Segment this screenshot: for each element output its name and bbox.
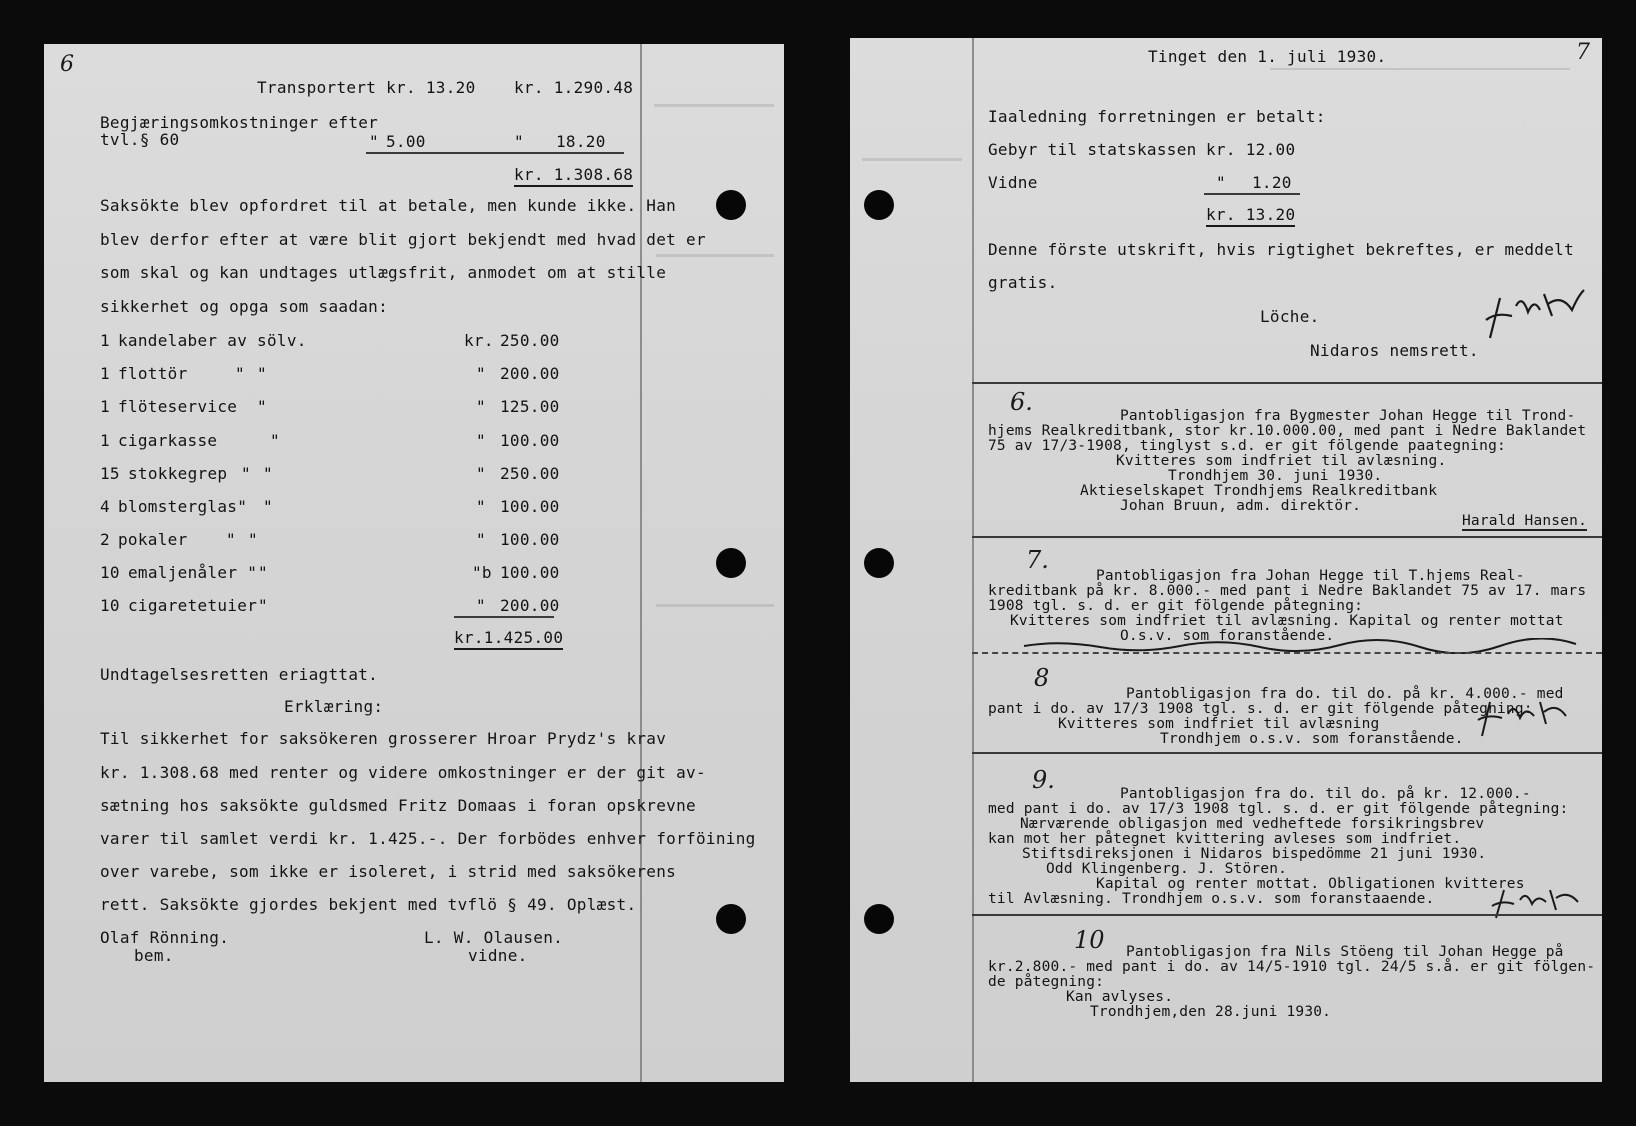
paragraph-line: rett. Saksökte gjordes bekjent med tvflö § 49. Oplæst. bbox=[100, 895, 637, 914]
entry-number: 8 bbox=[1034, 664, 1050, 692]
entry-line: Pantobligasjon fra Bygmester Johan Hegge til Trond- bbox=[1120, 408, 1576, 424]
binding-hole bbox=[716, 190, 746, 220]
signature-name: L. W. Olausen. bbox=[424, 928, 564, 947]
entry-line: Stiftsdireksjonen i Nidaros bispedömme 21 juni 1930. bbox=[1022, 846, 1487, 862]
ditto-mark: " bbox=[248, 530, 258, 549]
page-number: 7 bbox=[1576, 40, 1590, 65]
item-name: kandelaber av sölv. bbox=[118, 331, 307, 350]
entry-line: pant i do. av 17/3 1908 tgl. s. d. er git fölgende påtegning: bbox=[988, 701, 1533, 717]
item-value: 125.00 bbox=[500, 397, 560, 416]
item-qty: 1 bbox=[100, 331, 110, 350]
section-divider bbox=[972, 914, 1602, 916]
costs-label: Begjæringsomkostninger efter bbox=[100, 113, 379, 132]
left-page bbox=[44, 44, 784, 1082]
binding-hole bbox=[864, 190, 894, 220]
binding-hole bbox=[716, 548, 746, 578]
paragraph-line: Til sikkerhet for saksökeren grosserer Hroar Prydz's krav bbox=[100, 729, 667, 748]
signature-mark bbox=[1476, 694, 1576, 742]
entry-line: Harald Hansen. bbox=[1462, 513, 1588, 529]
section-divider bbox=[972, 536, 1602, 538]
item-name: stokkegrep bbox=[128, 464, 228, 483]
item-value: 100.00 bbox=[500, 497, 560, 516]
item-marker: " bbox=[476, 530, 486, 549]
item-qty: 10 bbox=[100, 596, 120, 615]
bleed-through bbox=[656, 604, 774, 607]
item-value: 250.00 bbox=[500, 464, 560, 483]
entry-line: hjems Realkreditbank, stor kr.10.000.00, med pant i Nedre Baklandet bbox=[988, 423, 1587, 439]
declaration-heading: Erklæring: bbox=[284, 697, 384, 716]
items-total: kr.1.425.00 bbox=[454, 629, 563, 650]
binding-hole bbox=[864, 548, 894, 578]
sum-rule bbox=[1204, 193, 1300, 195]
item-name: blomsterglas" bbox=[118, 497, 248, 516]
entry-line: Kvitteres som indfriet til avlæsning bbox=[1058, 716, 1380, 732]
court-name: Nidaros nemsrett. bbox=[1310, 341, 1479, 360]
section-divider bbox=[972, 382, 1602, 384]
entry-line: 75 av 17/3-1908, tinglyst s.d. er git fölgende paategning: bbox=[988, 438, 1506, 454]
bleed-through bbox=[862, 158, 962, 161]
costs-value: 18.20 bbox=[556, 132, 606, 151]
item-value: 100.00 bbox=[500, 563, 560, 582]
bleed-through bbox=[1270, 68, 1570, 70]
entry-line: Trondhjem 30. juni 1930. bbox=[1168, 468, 1383, 484]
item-value: 250.00 bbox=[500, 331, 560, 350]
paragraph-line: Saksökte blev opfordret til at betale, men kunde ikke. Han bbox=[100, 196, 677, 215]
entry-line: Nærværende obligasjon med vedheftede forsikringsbrev bbox=[1020, 816, 1485, 832]
item-marker: " bbox=[476, 431, 486, 450]
exemption-line: Undtagelsesretten eriagttat. bbox=[100, 665, 379, 684]
entry-line: Kapital og renter mottat. Obligationen kvitteres bbox=[1096, 876, 1525, 892]
paragraph-line: sikkerhet og opga som saadan: bbox=[100, 297, 389, 316]
witness-label: Vidne bbox=[988, 173, 1038, 192]
fee-label: Gebyr til statskassen bbox=[988, 140, 1197, 159]
item-name: emaljenåler " bbox=[128, 563, 258, 582]
costs-quote: " bbox=[369, 132, 379, 151]
paragraph-line: varer til samlet verdi kr. 1.425.-. Der forbödes enhver forföining bbox=[100, 829, 756, 848]
costs-value: 5.00 bbox=[386, 132, 426, 151]
item-qty: 1 bbox=[100, 431, 110, 450]
item-marker: "b bbox=[472, 563, 492, 582]
entry-line: Pantobligasjon fra Nils Stöeng til Johan Hegge på bbox=[1126, 944, 1564, 960]
ditto-mark: " bbox=[263, 464, 273, 483]
section-divider bbox=[972, 752, 1602, 754]
signature-role: bem. bbox=[134, 946, 174, 965]
item-marker: kr. bbox=[464, 331, 494, 350]
item-marker: " bbox=[476, 596, 486, 615]
entry-line: 1908 tgl. s. d. er git fölgende påtegning: bbox=[988, 598, 1364, 614]
fee-total: kr. 13.20 bbox=[1206, 206, 1295, 227]
entry-line: kreditbank på kr. 8.000.- med pant i Nedre Baklandet 75 av 17. mars bbox=[988, 583, 1587, 599]
entry-line: kan mot her påtegnet kvittering avleses som indfriet. bbox=[988, 831, 1462, 847]
entry-number: 9. bbox=[1032, 766, 1055, 794]
entry-line: Kvitteres som indfriet til avlæsning. Kapital og renter mottat bbox=[1010, 613, 1564, 629]
entry-line: Trondhjem,den 28.juni 1930. bbox=[1090, 1004, 1332, 1020]
ditto-mark: " bbox=[258, 563, 268, 582]
entry-line: Johan Bruun, adm. direktör. bbox=[1120, 498, 1362, 514]
item-value: 200.00 bbox=[500, 364, 560, 383]
bleed-through bbox=[654, 104, 774, 107]
entry-line: Pantobligasjon fra do. til do. på kr. 12.000.- bbox=[1120, 786, 1531, 802]
fee-value: kr. 12.00 bbox=[1206, 140, 1296, 159]
item-value: 100.00 bbox=[500, 530, 560, 549]
signature-mark bbox=[1482, 276, 1592, 346]
entry-line: de påtegning: bbox=[988, 974, 1105, 990]
transport-line: Transportert kr. 13.20 bbox=[257, 78, 476, 97]
item-qty: 1 bbox=[100, 364, 110, 383]
page-heading: Tinget den 1. juli 1930. bbox=[1148, 47, 1387, 66]
ditto-mark: " bbox=[235, 364, 245, 383]
paragraph-line: blev derfor efter at være blit gjort bekjendt med hvad det er bbox=[100, 230, 706, 249]
entry-line: Odd Klingenberg. J. Stören. bbox=[1046, 861, 1288, 877]
signature-name: Olaf Rönning. bbox=[100, 928, 230, 947]
signature-role: vidne. bbox=[468, 946, 528, 965]
item-qty: 2 bbox=[100, 530, 110, 549]
entry-number: 7. bbox=[1026, 546, 1049, 574]
item-marker: " bbox=[476, 497, 486, 516]
item-qty: 15 bbox=[100, 464, 120, 483]
entry-line: med pant i do. av 17/3 1908 tgl. s. d. er git fölgende påtegning: bbox=[988, 801, 1569, 817]
item-qty: 4 bbox=[100, 497, 110, 516]
transport-total: kr. 1.290.48 bbox=[514, 78, 634, 97]
ditto-mark: " bbox=[241, 464, 251, 483]
item-name: cigaretetuier bbox=[128, 596, 258, 615]
paragraph-line: over varebe, som ikke er isoleret, i strid med saksökerens bbox=[100, 862, 677, 881]
paragraph-line: som skal og kan undtages utlægsfrit, anmodet om at stille bbox=[100, 263, 667, 282]
item-marker: " bbox=[476, 464, 486, 483]
bleed-through bbox=[656, 254, 774, 257]
item-qty: 10 bbox=[100, 563, 120, 582]
entry-line: Pantobligasjon fra Johan Hegge til T.hjems Real- bbox=[1096, 568, 1525, 584]
ditto-mark: " bbox=[257, 397, 267, 416]
page-number: 6 bbox=[60, 52, 74, 77]
copy-line: Denne förste utskrift, hvis rigtighet bekreftes, er meddelt bbox=[988, 240, 1575, 259]
paid-line: Iaaledning forretningen er betalt: bbox=[988, 107, 1326, 126]
item-name: flöteservice bbox=[118, 397, 238, 416]
paragraph-line: kr. 1.308.68 med renter og videre omkostninger er der git av- bbox=[100, 763, 706, 782]
signature-mark bbox=[1490, 884, 1586, 924]
ditto-mark: " bbox=[263, 497, 273, 516]
copy-line: gratis. bbox=[988, 273, 1058, 292]
entry-line: Trondhjem o.s.v. som foranstående. bbox=[1160, 731, 1464, 747]
item-name: pokaler bbox=[118, 530, 188, 549]
entry-number: 6. bbox=[1010, 388, 1033, 416]
section-divider bbox=[972, 652, 1602, 654]
sum-rule bbox=[454, 616, 554, 618]
right-page bbox=[850, 38, 1602, 1082]
costs-label-2: tvl.§ 60 bbox=[100, 130, 180, 149]
margin-line bbox=[972, 38, 974, 1082]
item-marker: " bbox=[476, 364, 486, 383]
entry-line: kr.2.800.- med pant i do. av 14/5-1910 tgl. 24/5 s.å. er git fölgen- bbox=[988, 959, 1596, 975]
entry-line: Aktieselskapet Trondhjems Realkreditbank bbox=[1080, 483, 1438, 499]
costs-quote: " bbox=[514, 132, 524, 151]
entry-line: til Avlæsning. Trondhjem o.s.v. som foranstaaende. bbox=[988, 891, 1435, 907]
paragraph-line: sætning hos saksökte guldsmed Fritz Domaas i foran opskrevne bbox=[100, 796, 696, 815]
item-value: 200.00 bbox=[500, 596, 560, 615]
witness-quote: " bbox=[1216, 173, 1226, 192]
ditto-mark: " bbox=[226, 530, 236, 549]
ditto-mark: " bbox=[257, 364, 267, 383]
item-qty: 1 bbox=[100, 397, 110, 416]
item-marker: " bbox=[476, 397, 486, 416]
entry-line: Kvitteres som indfriet til avlæsning. bbox=[1116, 453, 1447, 469]
entry-line: O.s.v. som foranstående. bbox=[1120, 628, 1335, 644]
grand-total: kr. 1.308.68 bbox=[514, 166, 633, 187]
item-name: flottör bbox=[118, 364, 188, 383]
entry-number: 10 bbox=[1074, 926, 1105, 954]
item-name: cigarkasse bbox=[118, 431, 218, 450]
entry-line: Pantobligasjon fra do. til do. på kr. 4.000.- med bbox=[1126, 686, 1564, 702]
ditto-mark: " bbox=[270, 431, 280, 450]
signer: Löche. bbox=[1260, 307, 1320, 326]
ditto-mark: " bbox=[258, 596, 268, 615]
witness-value: 1.20 bbox=[1252, 173, 1292, 192]
binding-hole bbox=[716, 904, 746, 934]
entry-line: Kan avlyses. bbox=[1066, 989, 1174, 1005]
sum-rule bbox=[366, 152, 624, 154]
binding-hole bbox=[864, 904, 894, 934]
item-value: 100.00 bbox=[500, 431, 560, 450]
